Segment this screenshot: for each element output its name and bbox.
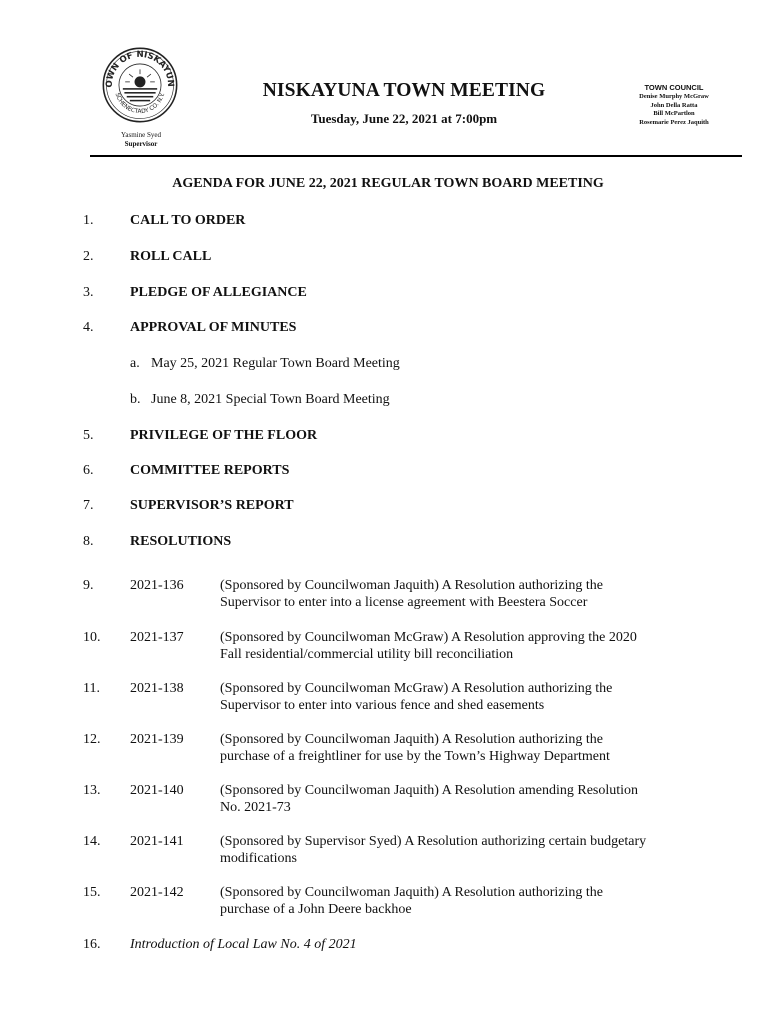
town-seal: [101, 46, 179, 124]
item-number: 10.: [83, 630, 101, 645]
item-number: 13.: [83, 783, 101, 798]
item-label: PLEDGE OF ALLEGIANCE: [130, 285, 307, 300]
item-label: CALL TO ORDER: [130, 213, 246, 228]
item-number: 3.: [83, 285, 94, 300]
resolution-description: (Sponsored by Councilwoman McGraw) A Resolution approving the 2020 Fall residential/commercial utility bill reconciliation: [220, 630, 637, 662]
supervisor-name: Yasmine Syed: [121, 131, 161, 139]
council-member: Bill McPartlon: [653, 110, 695, 118]
resolution-number: 2021-142: [130, 885, 184, 900]
item-number: 8.: [83, 534, 94, 549]
resolution-number: 2021-137: [130, 630, 184, 645]
item-number: 9.: [83, 578, 94, 593]
council-member: John Della Ratta: [650, 101, 698, 109]
item-number: 15.: [83, 885, 101, 900]
council-member: Rosemarie Perez Jaquith: [639, 118, 709, 126]
seal-bottom-text: SCHENECTADY CO. N.Y.: [113, 92, 167, 116]
resolution-description: (Sponsored by Councilwoman Jaquith) A Resolution amending Resolution No. 2021-73: [220, 783, 639, 815]
item-number: 16.: [83, 937, 101, 952]
local-law-label: Introduction of Local Law No. 4 of 2021: [130, 937, 357, 952]
council-member: Denise Murphy McGraw: [639, 93, 709, 100]
page-title: NISKAYUNA TOWN MEETING: [262, 80, 546, 101]
item-number: 6.: [83, 463, 94, 478]
item-number: 7.: [83, 498, 94, 513]
council-heading: TOWN COUNCIL: [644, 83, 704, 92]
item-number: 11.: [83, 681, 100, 696]
agenda-title: AGENDA FOR JUNE 22, 2021 REGULAR TOWN BOARD MEETING: [172, 176, 604, 191]
item-number: 2.: [83, 249, 94, 264]
item-label: RESOLUTIONS: [130, 534, 232, 549]
subitem-letter: b.: [130, 392, 141, 407]
supervisor-title: Supervisor: [124, 140, 158, 148]
item-number: 4.: [83, 320, 94, 335]
item-label: ROLL CALL: [130, 249, 212, 264]
seal-top-text: OWN OF NISKAYUN: [104, 49, 176, 88]
item-number: 14.: [83, 834, 101, 849]
resolution-number: 2021-136: [130, 578, 184, 593]
item-label: COMMITTEE REPORTS: [130, 463, 290, 478]
item-label: APPROVAL OF MINUTES: [130, 320, 297, 335]
header-divider: [90, 155, 742, 157]
item-number: 12.: [83, 732, 101, 747]
resolution-description: (Sponsored by Councilwoman McGraw) A Resolution authorizing the Supervisor to enter into various fence and shed easements: [220, 681, 613, 713]
meeting-date: Tuesday, June 22, 2021 at 7:00pm: [310, 111, 498, 126]
subitem-text: June 8, 2021 Special Town Board Meeting: [151, 392, 390, 407]
resolution-description: (Sponsored by Councilwoman Jaquith) A Resolution authorizing the Supervisor to enter into a license agreement with Beestera Soccer: [220, 578, 604, 610]
resolution-description: (Sponsored by Supervisor Syed) A Resolution authorizing certain budgetary modifications: [220, 834, 647, 866]
resolution-number: 2021-139: [130, 732, 184, 747]
resolution-description: (Sponsored by Councilwoman Jaquith) A Resolution authorizing the purchase of a John Deere backhoe: [220, 885, 604, 917]
town-council-list: [618, 83, 730, 127]
item-label: PRIVILEGE OF THE FLOOR: [130, 428, 318, 443]
item-label: SUPERVISOR’S REPORT: [130, 498, 294, 513]
resolution-number: 2021-140: [130, 783, 184, 798]
resolution-number: 2021-138: [130, 681, 184, 696]
resolution-description: (Sponsored by Councilwoman Jaquith) A Resolution authorizing the purchase of a freightliner for use by the Town’s Highway Department: [220, 732, 610, 764]
resolution-number: 2021-141: [130, 834, 184, 849]
subitem-letter: a.: [130, 356, 140, 371]
subitem-text: May 25, 2021 Regular Town Board Meeting: [151, 356, 400, 371]
item-number: 5.: [83, 428, 94, 443]
item-number: 1.: [83, 213, 94, 228]
